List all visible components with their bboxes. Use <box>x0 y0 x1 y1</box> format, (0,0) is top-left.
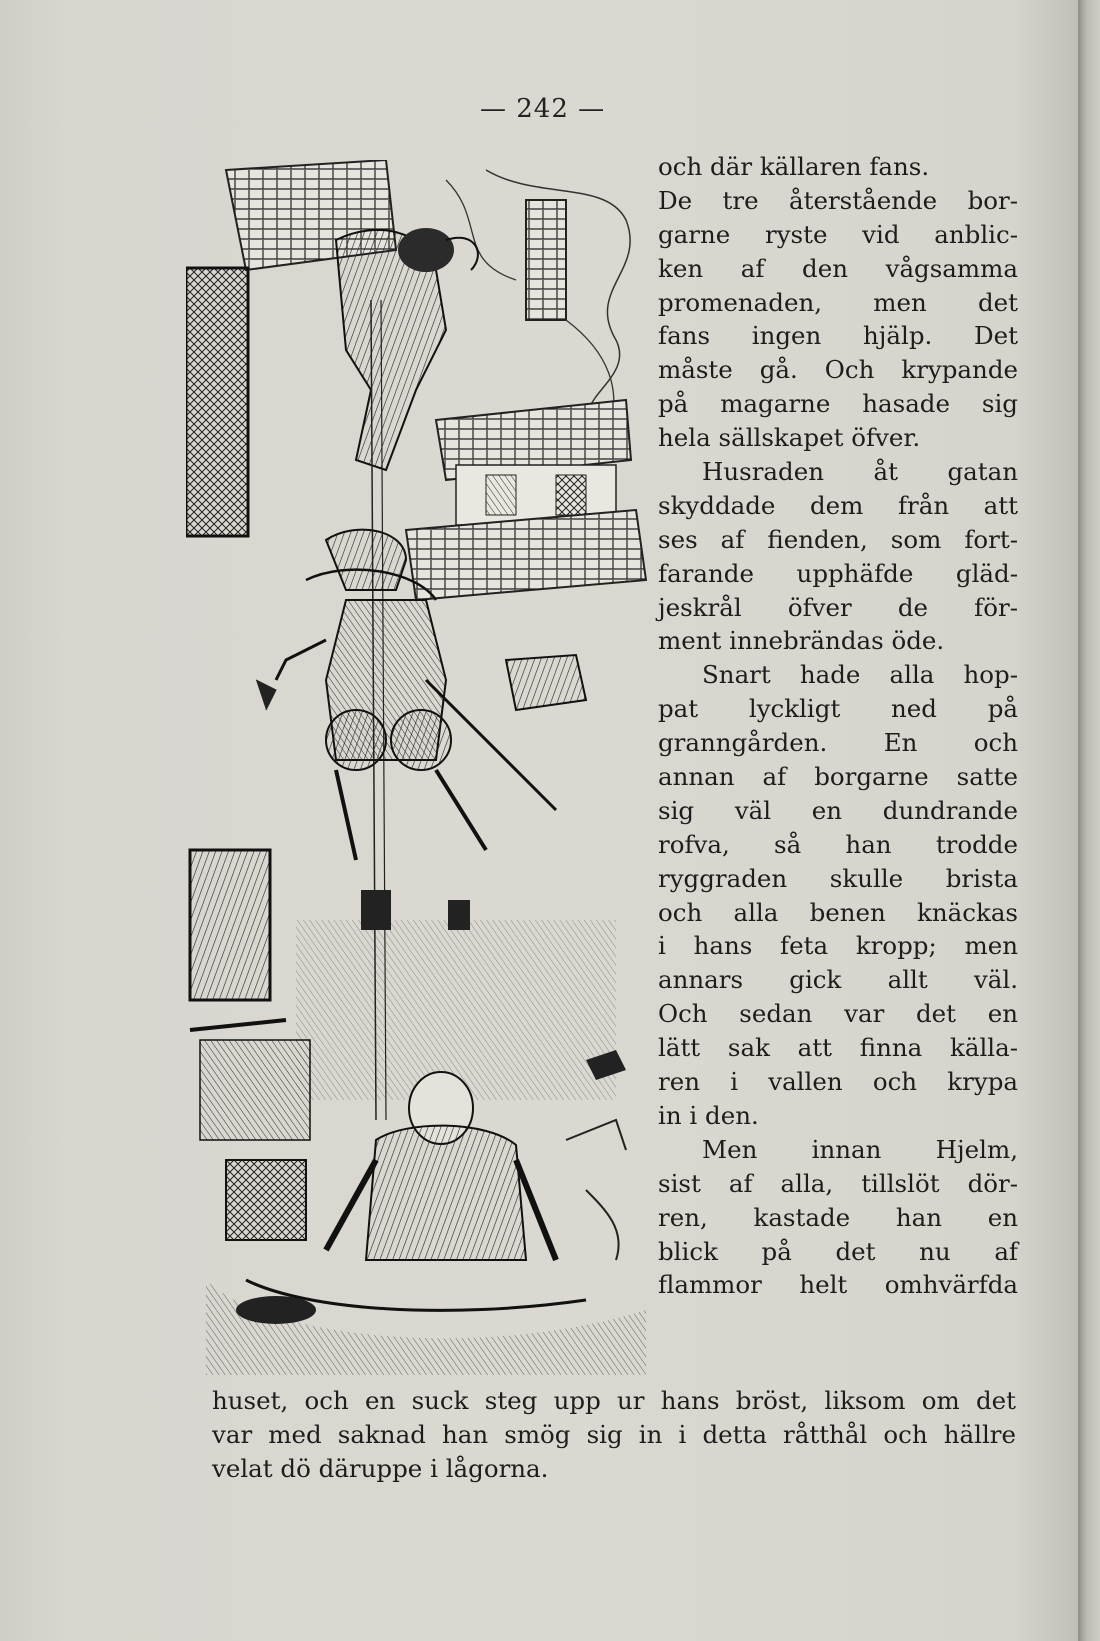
text-line: jeskrål öfver de för- <box>658 592 1018 622</box>
text-line: måste gå. Och krypande <box>658 355 1018 385</box>
text-line: ment innebrändas öde. <box>658 626 945 656</box>
text-line: annars gick allt väl. <box>658 965 1018 995</box>
text-line: flammor helt omhvärfda <box>658 1270 1018 1300</box>
text-line: granngården. En och <box>658 728 1018 758</box>
text-line: och alla benen knäckas <box>658 897 1018 927</box>
text-line: fans ingen hjälp. Det <box>658 321 1018 351</box>
text-line: velat dö däruppe i lågorna. <box>212 1454 549 1483</box>
text-line: farande upphäfde gläd- <box>658 558 1018 588</box>
text-line: och där källaren fans. <box>658 152 930 181</box>
text-line: De tre återstående bor- <box>658 185 1018 215</box>
text-line: rofva, så han trodde <box>658 829 1018 859</box>
text-line: i hans feta kropp; men <box>658 931 1018 961</box>
text-line: garne ryste vid anblic- <box>658 219 1018 249</box>
text-line: blick på det nu af <box>658 1236 1018 1266</box>
text-line: annan af borgarne satte <box>658 762 1018 792</box>
page-number: — 242 — <box>480 94 606 124</box>
text-line: hela sällskapet öfver. <box>658 423 921 453</box>
text-line: ren i vallen och krypa <box>658 1067 1018 1097</box>
text-line: var med saknad han smög sig in i detta råtthål och hällre <box>212 1420 1016 1449</box>
text-line: Snart hade alla hop- <box>702 660 1018 690</box>
text-line: promenaden, men det <box>658 287 1018 317</box>
text-line: ryggraden skulle brista <box>658 863 1018 893</box>
text-line: lätt sak att finna källa- <box>658 1033 1018 1063</box>
text-line: in i den. <box>658 1100 759 1130</box>
text-line: Husraden åt gatan <box>702 457 1018 487</box>
text-line: huset, och en suck steg upp ur hans bröst, liksom om det <box>212 1386 1016 1415</box>
text-line: Och sedan var det en <box>658 999 1018 1029</box>
text-line: pat lyckligt ned på <box>658 694 1018 724</box>
full-width-text <box>212 1384 1016 1486</box>
text-line: skyddade dem från att <box>658 490 1018 520</box>
column-text <box>658 150 1018 1302</box>
text-line: Men innan Hjelm, <box>702 1134 1018 1164</box>
text-line: sist af alla, tillslöt dör- <box>658 1168 1018 1198</box>
text-line: på magarne hasade sig <box>658 389 1018 419</box>
page-gutter-shadow <box>1078 0 1100 1641</box>
text-line: ren, kastade han en <box>658 1202 1018 1232</box>
text-line: ses af fienden, som fort- <box>658 524 1018 554</box>
text-line: ken af den vågsamma <box>658 253 1018 283</box>
engraving-illustration <box>186 160 656 1375</box>
text-line: sig väl en dundrande <box>658 795 1018 825</box>
